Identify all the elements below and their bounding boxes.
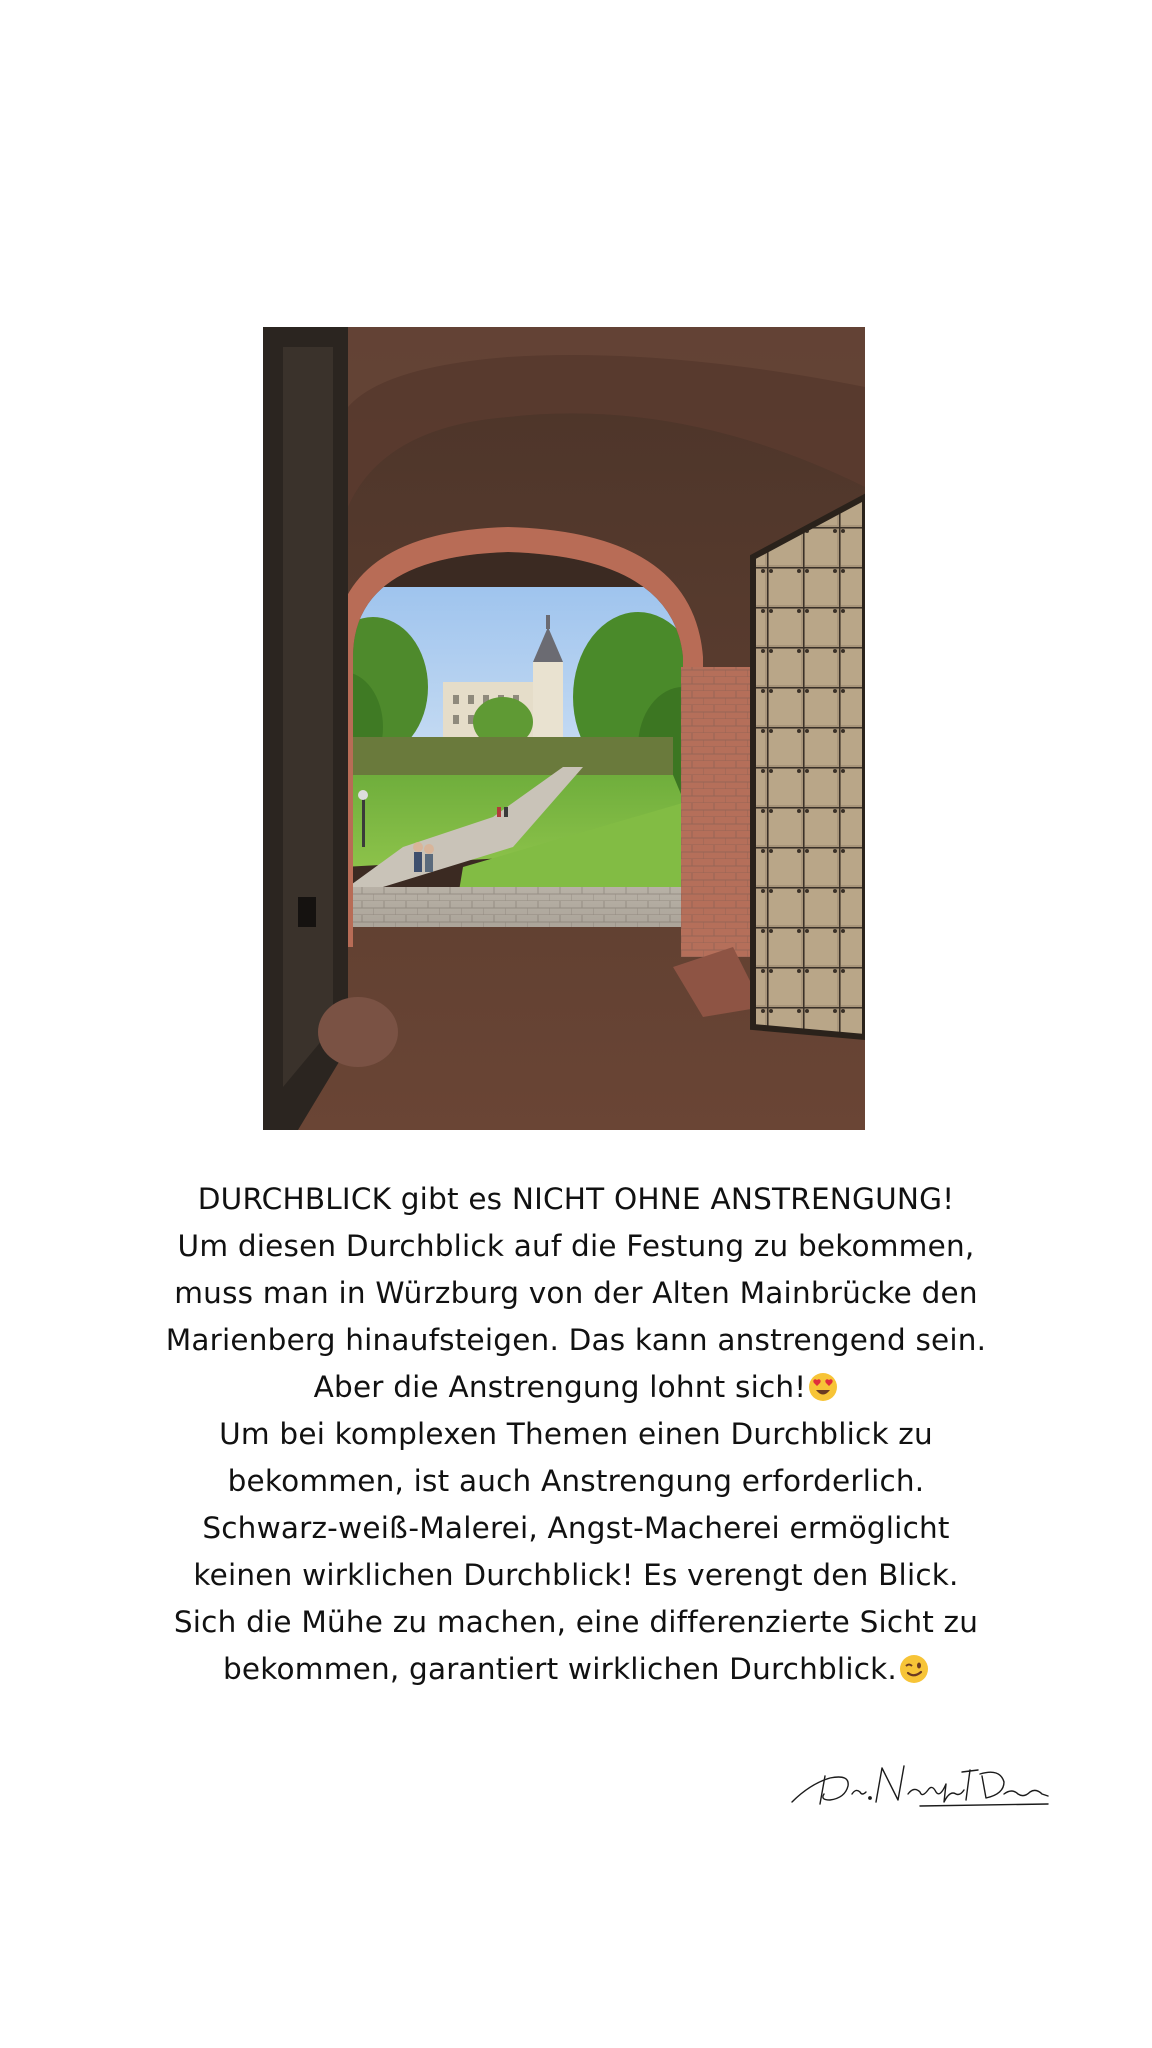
caption-line: keinen wirklichen Durchblick! Es verengt den Blick. xyxy=(193,1558,959,1592)
caption-line: Sich die Mühe zu machen, eine differenzierte Sicht zu xyxy=(173,1605,979,1639)
caption-line xyxy=(60,1364,1092,1411)
caption-line: Um bei komplexen Themen einen Durchblick zu xyxy=(219,1417,933,1451)
handwritten-signature xyxy=(790,1754,1050,1816)
post-caption xyxy=(60,1176,1092,1693)
caption-line: Marienberg hinaufsteigen. Das kann anstrengend sein. xyxy=(165,1323,987,1357)
caption-line-text: Aber die Anstrengung lohnt sich! xyxy=(313,1370,807,1404)
caption-line xyxy=(60,1646,1092,1693)
caption-line: Um diesen Durchblick auf die Festung zu bekommen, xyxy=(177,1229,975,1263)
castle-gate-photo xyxy=(263,327,865,1130)
caption-line: Schwarz-weiß-Malerei, Angst-Macherei ermöglicht xyxy=(202,1511,950,1545)
caption-line: bekommen, ist auch Anstrengung erforderlich. xyxy=(227,1464,925,1498)
caption-line-text: bekommen, garantiert wirklichen Durchblick. xyxy=(223,1652,897,1686)
heart-eyes-emoji-icon xyxy=(808,1372,838,1402)
caption-line: muss man in Würzburg von der Alten Mainbrücke den xyxy=(174,1276,978,1310)
winking-face-emoji-icon xyxy=(899,1654,929,1684)
caption-line: DURCHBLICK gibt es NICHT OHNE ANSTRENGUNG! xyxy=(197,1182,955,1216)
